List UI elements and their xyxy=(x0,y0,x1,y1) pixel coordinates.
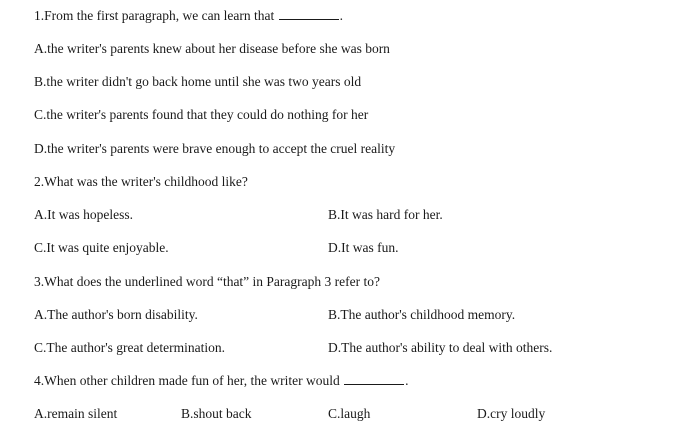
question-4-stem xyxy=(34,373,408,389)
q1-option-a: A.the writer's parents knew about her disease before she was born xyxy=(34,41,390,56)
q3-option-d: D.The author's ability to deal with others. xyxy=(328,340,553,355)
question-2-stem: 2.What was the writer's childhood like? xyxy=(34,174,248,189)
question-4-end: . xyxy=(405,373,409,388)
question-1-stem xyxy=(34,8,343,24)
q2-option-a: A.It was hopeless. xyxy=(34,207,133,222)
q4-option-a: A.remain silent xyxy=(34,406,118,421)
question-3-stem: 3.What does the underlined word “that” in Paragraph 3 refer to? xyxy=(34,274,380,289)
answer-blank-4 xyxy=(344,373,404,385)
q2-option-d: D.It was fun. xyxy=(328,240,399,255)
q2-option-b: B.It was hard for her. xyxy=(328,207,443,222)
q1-option-d: D.the writer's parents were brave enough to accept the cruel reality xyxy=(34,141,396,156)
q3-option-b: B.The author's childhood memory. xyxy=(328,307,516,322)
q4-option-c: C.laugh xyxy=(328,406,371,421)
q4-option-b: B.shout back xyxy=(181,406,252,421)
question-1-text: 1.From the first paragraph, we can learn that xyxy=(34,8,275,23)
q2-option-c: C.It was quite enjoyable. xyxy=(34,240,169,255)
answer-blank-1 xyxy=(279,8,339,20)
q1-option-c: C.the writer's parents found that they could do nothing for her xyxy=(34,107,369,122)
q3-option-a: A.The author's born disability. xyxy=(34,307,198,322)
q1-option-b: B.the writer didn't go back home until she was two years old xyxy=(34,74,362,89)
q3-option-c: C.The author's great determination. xyxy=(34,340,225,355)
question-4-text: 4.When other children made fun of her, the writer would xyxy=(34,373,340,388)
question-1-end: . xyxy=(339,8,344,23)
q4-option-d: D.cry loudly xyxy=(477,406,546,421)
